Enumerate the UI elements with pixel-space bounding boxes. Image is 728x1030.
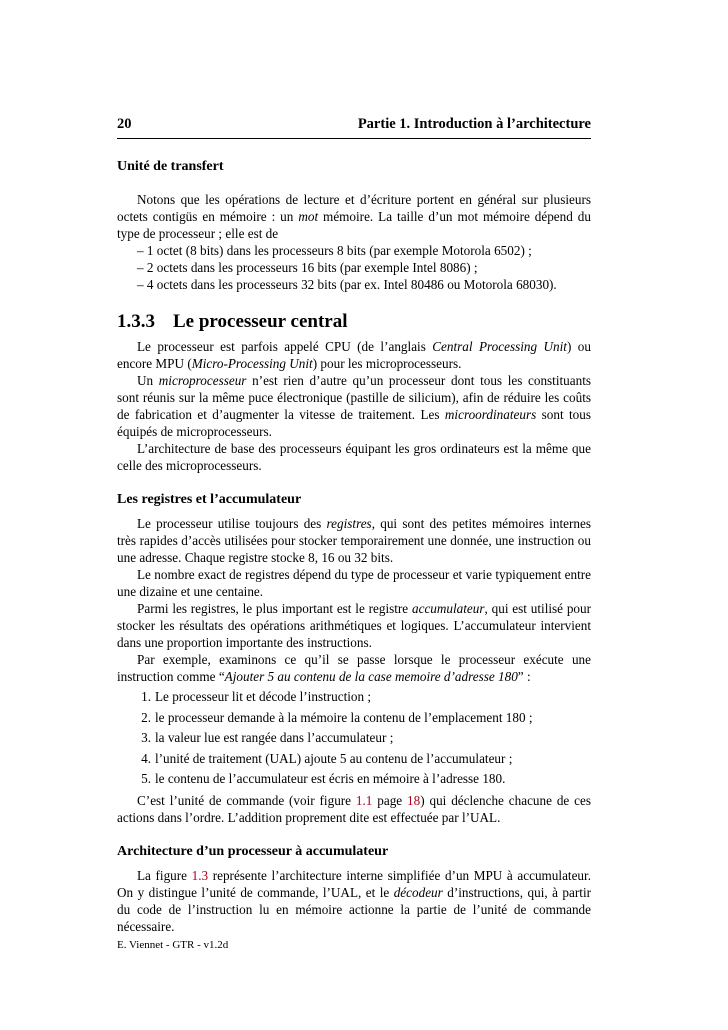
figure-reference-link[interactable]: 1.3 (191, 867, 209, 883)
section-heading (117, 310, 591, 334)
page-number: 20 (117, 116, 132, 132)
paragraph-cpu (117, 338, 591, 372)
paragraph-accumulateur (117, 600, 591, 651)
step-text: la valeur lue est rangée dans l’accumulateur ; (155, 730, 394, 745)
paragraph-unite-commande (117, 792, 591, 826)
step-number: 1. (141, 689, 151, 704)
text-run: n’est rien d’autre qu’un processeur dont tous les constituants sont réunis sur la même puce électronique (pastille de silicium), afin de réduire les coûts de fabrication et d’augmenter la vitesse de traitement. Les (117, 373, 591, 422)
text-run: sont tous équipés de microprocesseurs. (117, 407, 592, 439)
text-run: Un (137, 373, 159, 388)
emphasis-decodeur: décodeur (393, 884, 443, 900)
emphasis-microordinateurs: microordinateurs (444, 407, 537, 422)
text-run: Parmi les registres, le plus important est le registre (137, 601, 412, 616)
text-run: ” : (517, 669, 531, 684)
text-run: C’est l’unité de commande (voir figure (137, 792, 356, 808)
emphasis-cpu: Central Processing Unit (432, 339, 567, 354)
heading-registres: Les registres et l’accumulateur (117, 492, 302, 507)
word-size-list (117, 242, 591, 293)
running-header (117, 115, 591, 139)
page-body (117, 158, 591, 935)
text-run: Par exemple, examinons ce qu’il se passe lorsque le processeur exécute une instruction comme “ (117, 652, 591, 684)
emphasis-instruction: Ajouter 5 au contenu de la case memoire d’adresse 180 (224, 669, 518, 684)
paragraph-registres (117, 515, 591, 566)
figure-reference-link[interactable]: 1.1 (355, 792, 373, 808)
text-run: , qui est utilisé pour stocker les résultats des opérations arithmétiques et logiques. L’accumulateur intervient dans une proportion importante des instructions. (117, 601, 591, 650)
list-item (131, 708, 591, 729)
paragraph-microprocesseur (117, 372, 591, 440)
text-run: ) pour les microprocesseurs. (312, 356, 462, 371)
page-reference-link[interactable]: 18 (407, 792, 421, 808)
step-number: 4. (141, 750, 151, 766)
section-number: 1.3.3 (117, 311, 155, 332)
text-run: , qui sont des petites mémoires internes très rapides d’accès utilisées pour stocker temporairement une donnée, une instruction ou une adresse. Chaque registre stocke 8, 16 ou 32 bits. (117, 516, 591, 565)
paragraph-architecture-base: L’architecture de base des processeurs équipant les gros ordinateurs est la même que celle des microprocesseurs. (117, 441, 591, 473)
list-item (131, 728, 591, 749)
emphasis-microprocesseur: microprocesseur (158, 373, 247, 388)
step-text: le contenu de l’accumulateur est écris en mémoire à l’adresse 180. (155, 771, 506, 786)
step-text: le processeur demande à la mémoire la contenu de l’emplacement 180 ; (155, 709, 533, 725)
text-run: ) qui déclenche chacune de ces actions dans l’ordre. L’addition proprement dite est effectuée par l’UAL. (117, 792, 591, 825)
step-number: 5. (141, 771, 151, 786)
step-text: Le processeur lit et décode l’instruction ; (155, 689, 372, 704)
text-run: La figure (137, 867, 192, 883)
list-item: – 1 octet (8 bits) dans les processeurs 8 bits (par exemple Motorola 6502) ; (137, 242, 591, 259)
text-run: représente l’architecture interne simplifiée d’un MPU à accumulateur. On y distingue l’unité de commande, l’UAL, et le (117, 867, 591, 900)
text-run: Notons que les opérations de lecture et d’écriture portent en général sur plusieurs octets contigüs en mémoire : un (117, 192, 591, 224)
text-run: mémoire. La taille d’un mot mémoire dépend du type de processeur ; elle est de (117, 209, 591, 241)
text-run: page (372, 792, 408, 808)
paragraph-exemple (117, 651, 591, 685)
list-item (131, 687, 591, 708)
emphasis-accumulateur: accumulateur (412, 601, 485, 616)
list-item (131, 749, 591, 770)
paragraph-nombre-registres: Le nombre exact de registres dépend du type de processeur et varie typiquement entre une dizaine et une centaine. (117, 567, 591, 599)
step-number: 3. (141, 730, 151, 745)
text-run: d’instructions, qui, à partir du code de l’instruction lu en mémoire actionne la partie de l’unité de commande nécessaire. (117, 884, 591, 934)
heading-architecture-accumulateur: Architecture d’un processeur à accumulateur (117, 843, 389, 859)
section-title: Le processeur central (173, 311, 348, 332)
text-run: ) ou encore MPU ( (117, 339, 591, 371)
step-number: 2. (141, 709, 151, 725)
step-text: l’unité de traitement (UAL) ajoute 5 au contenu de l’accumulateur ; (155, 750, 513, 766)
list-item (131, 769, 591, 790)
execution-steps-list (117, 687, 591, 790)
text-run: Le processeur utilise toujours des (137, 516, 327, 531)
chapter-title: Partie 1. Introduction à l’architecture (357, 116, 591, 132)
heading-unite-de-transfert: Unité de transfert (117, 159, 224, 174)
list-item: – 4 octets dans les processeurs 32 bits (par ex. Intel 80486 ou Motorola 68030). (137, 276, 591, 293)
list-item: – 2 octets dans les processeurs 16 bits (par exemple Intel 8086) ; (137, 259, 591, 276)
paragraph-architecture (117, 867, 591, 935)
page-footer: E. Viennet - GTR - v1.2d (117, 939, 229, 951)
emphasis-mot: mot (298, 209, 319, 224)
emphasis-mpu: Micro-Processing Unit (191, 356, 313, 371)
paragraph-transfert (117, 191, 591, 242)
emphasis-registres: registres (326, 516, 372, 531)
text-run: Le processeur est parfois appelé CPU (de l’anglais (137, 339, 433, 354)
